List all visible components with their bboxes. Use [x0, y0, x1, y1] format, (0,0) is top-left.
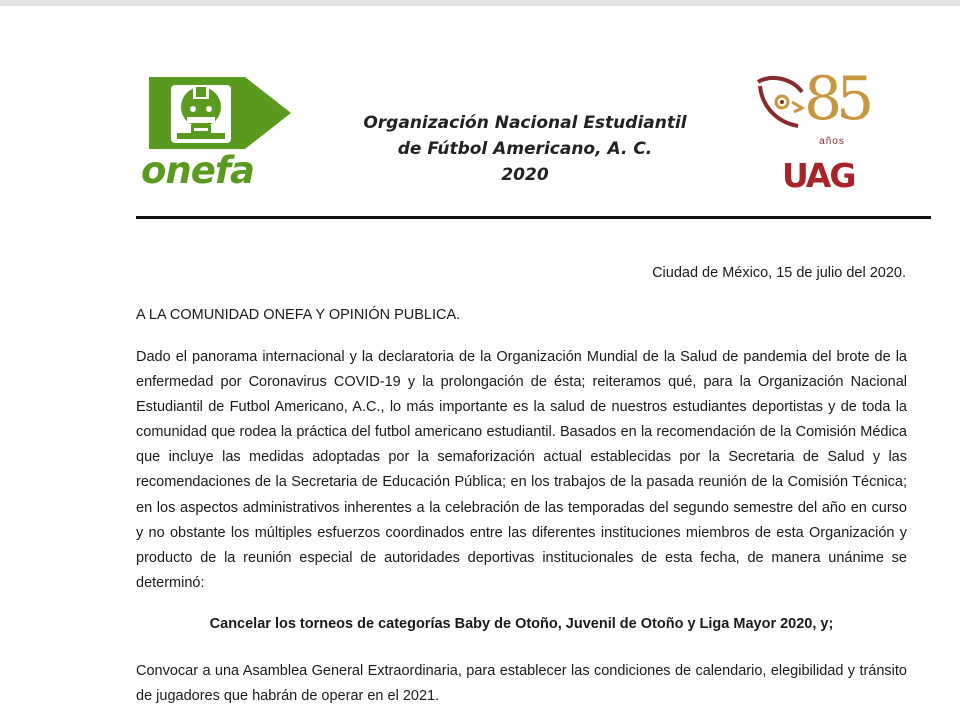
org-year: 2020: [501, 165, 549, 185]
uag-anos-label: años: [819, 136, 845, 147]
letter-convocation-paragraph: Convocar a una Asamblea General Extraordinaria, para establecer las condiciones de calendario, elegibilidad y tránsito de jugadores que habrán de operar en el 2021.: [136, 663, 907, 705]
header-divider: [136, 216, 931, 219]
onefa-logo: [141, 71, 293, 192]
uag-logo-text: UAG: [782, 156, 855, 195]
onefa-logo-text: onefa: [141, 149, 254, 192]
page-top-edge: [0, 0, 960, 6]
organization-title: [345, 110, 705, 188]
letter-body-paragraph: Dado el panorama internacional y la declaratoria de la Organización Mundial de la Salud de pandemia del brote de la enfermedad por Coronavirus COVID-19 y la prolongación de ésta; reiteramos qué, para la Organización Nacional Estudiantil de Futbol Americano, A.C., lo más importante es la salud de nuestros estudiantes deportistas y de toda la comunidad que rodea la práctica del futbol americano estudiantil. Basados en la recomendación de la Comisión Médica que incluye las medidas adoptadas por la semaforización actual establecidas por la Secretaria de Salud y las recomendaciones de la Secretaria de Educación Pública; en los trabajos de la pasada reunión de la Comisión Técnica; en los aspectos administrativos inherentes a la celebración de las temporadas del segundo semestre del año en curso y no obstante los múltiples esfuerzos coordinados entre las diferentes instituciones miembros de esta Organización y producto de la reunión especial de autoridades deportivas institucionales de esta fecha, de manera unánime se determinó:: [136, 349, 907, 591]
letter-date: Ciudad de México, 15 de julio del 2020.: [652, 265, 906, 281]
letter-resolution: Cancelar los torneos de categorías Baby de Otoño, Juvenil de Otoño y Liga Mayor 2020, y;: [209, 616, 834, 632]
uag-85-anniversary: 85: [804, 64, 869, 134]
letter-addressee: A LA COMUNIDAD ONEFA Y OPINIÓN PUBLICA.: [136, 307, 461, 323]
onefa-helmet-emblem-icon: [141, 71, 293, 151]
org-name-line-2: de Fútbol Americano, A. C.: [397, 139, 653, 159]
uag-logo: [752, 64, 877, 200]
org-name-line-1: Organización Nacional Estudiantil: [363, 113, 687, 133]
